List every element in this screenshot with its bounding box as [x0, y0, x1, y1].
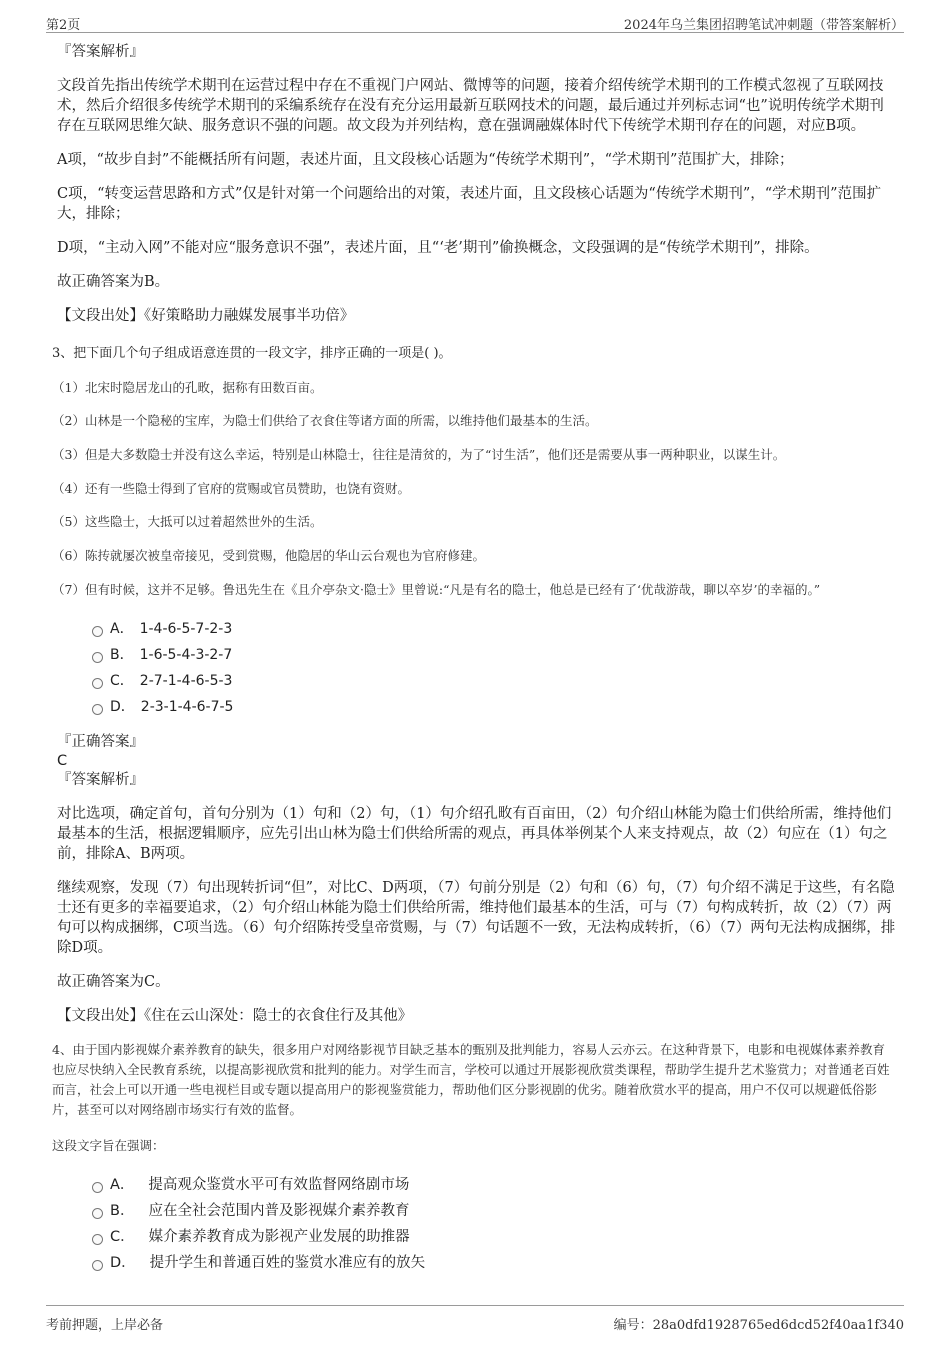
option-letter: B． — [110, 646, 134, 663]
q3-analysis-label: 『答案解析』 — [57, 771, 144, 788]
q3-sentence: （6）陈抟就屡次被皇帝接见，受到赏赐，他隐居的华山云台观也为官府修建。 — [52, 548, 485, 564]
q3-correct-value: C — [57, 752, 68, 769]
q4-option-a[interactable] — [92, 1172, 897, 1198]
option-text: 应在全社会范围内普及影视媒介素养教育 — [148, 1202, 410, 1219]
q4-option-c[interactable] — [92, 1224, 897, 1250]
radio-icon[interactable] — [92, 1182, 103, 1193]
option-text: 媒介素养教育成为影视产业发展的助推器 — [148, 1228, 410, 1245]
page-header — [46, 12, 904, 33]
q3-option-b[interactable] — [92, 642, 897, 668]
radio-icon[interactable] — [92, 704, 103, 715]
option-text: 2-3-1-4-6-7-5 — [140, 698, 234, 715]
question-4 — [52, 1040, 897, 1276]
q3-correct-label: 『正确答案』 — [57, 733, 144, 750]
q4-options — [92, 1172, 897, 1276]
radio-icon[interactable] — [92, 652, 103, 663]
q3-sentence: （2）山林是一个隐秘的宝库，为隐士们供给了衣食住等诸方面的所需，以维持他们最基本的生活。 — [52, 413, 598, 429]
q3-sentence: （4）还有一些隐士得到了官府的赏赐或官员赞助，也饶有资财。 — [52, 480, 410, 496]
q3-sentence: （7）但有时候，这并不足够。鲁迅先生在《且介亭杂文·隐士》里曾说:“凡是有名的隐士，他总是已经有了‘优哉游哉，聊以卒岁’的幸福的。” — [52, 581, 821, 597]
option-letter: C． — [110, 672, 134, 689]
q3-sentence: （1）北宋时隐居龙山的孔畋，据称有田数百亩。 — [52, 379, 323, 395]
document-title: 2024年乌兰集团招聘笔试冲刺题（带答案解析） — [623, 18, 904, 33]
q4-option-b[interactable] — [92, 1198, 897, 1224]
q4-stem: 这段文字旨在强调： — [52, 1137, 165, 1153]
option-text: 2-7-1-4-6-5-3 — [139, 672, 233, 689]
page-footer — [46, 1305, 904, 1332]
radio-icon[interactable] — [92, 1260, 103, 1271]
option-letter: B． — [110, 1202, 135, 1219]
q3-sentence: （3）但是大多数隐士并没有这么幸运，特别是山林隐士，往往是清贫的，为了“讨生活”，他们还是需要从事一两种职业，以谋生计。 — [52, 447, 786, 463]
option-text: 1-4-6-5-7-2-3 — [139, 620, 233, 637]
radio-icon[interactable] — [92, 626, 103, 637]
option-letter: A． — [110, 620, 134, 637]
option-letter: A． — [110, 1176, 135, 1193]
q3-options — [92, 616, 897, 720]
footer-slogan: 考前押题，上岸必备 — [46, 1318, 164, 1333]
q2-analysis-para: D项，“主动入网”不能对应“服务意识不强”，表述片面，且“‘老’期刊”偷换概念，文段强调的是“传统学术期刊”，排除。 — [57, 240, 819, 256]
q3-analysis-para: 对比选项，确定首句，首句分别为（1）句和（2）句，（1）句介绍孔畋有百亩田，（2）句介绍山林能为隐士们供给所需，维持他们最基本的生活，根据逻辑顺序，应先引出山林为隐士们供给所需的观点，再具体举例某个人来支持观点，故（2）句应在（1）句之前，排除A、B两项。 — [57, 805, 892, 862]
q3-option-d[interactable] — [92, 694, 897, 720]
option-letter: D． — [110, 698, 135, 715]
q2-analysis-para: C项，“转变运营思路和方式”仅是针对第一个问题给出的对策，表述片面，且文段核心话题为“传统学术期刊”，“学术期刊”范围扩大，排除； — [57, 186, 882, 222]
q3-title: 3、把下面几个句子组成语意连贯的一段文字，排序正确的一项是( )。 — [52, 346, 452, 361]
option-letter: C． — [110, 1228, 135, 1245]
q3-option-c[interactable] — [92, 668, 897, 694]
q4-passage: 4、由于国内影视媒介素养教育的缺失，很多用户对网络影视节目缺乏基本的甄别及批判能力，容易人云亦云。在这种背景下，电影和电视媒体素养教育也应尽快纳入全民教育系统，以提高影视欣赏和批判的能力。对学生而言，学校可以通过开展影视欣赏类课程，帮助学生提升艺术鉴赏力；对普通老百姓而言，社会上可以开通一些电视栏目或专题以提高用户的影视鉴赏能力，帮助他们区分影视剧的优劣。随着欣赏水平的提高，用户不仅可以规避低俗影片，甚至可以对网络剧市场实行有效的监督。 — [52, 1041, 890, 1117]
q3-sentence: （5）这些隐士，大抵可以过着超然世外的生活。 — [52, 514, 323, 530]
option-text: 提升学生和普通百姓的鉴赏水准应有的放矢 — [149, 1254, 426, 1271]
option-text: 1-6-5-4-3-2-7 — [139, 646, 233, 663]
radio-icon[interactable] — [92, 1208, 103, 1219]
q2-analysis-para: 文段首先指出传统学术期刊在运营过程中存在不重视门户网站、微博等的问题，接着介绍传统学术期刊的工作模式忽视了互联网技术，然后介绍很多传统学术期刊的采编系统存在没有充分运用最新互联网技术的问题，最后通过并列标志词“也”说明传统学术期刊存在互联网思维欠缺、服务意识不强的问题。故文段为并列结构，意在强调融媒体时代下传统学术期刊存在的问题，对应B项。 — [57, 78, 884, 134]
q3-analysis-para: 继续观察，发现（7）句出现转折词“但”，对比C、D两项，（7）句前分别是（2）句和（6）句，（7）句介绍不满足于这些，有名隐士还有更多的幸福要追求，（2）句介绍山林能为隐士们供给所需，维持他们最基本的生活，可与（7）句构成转折，故（2）（7）两句可以构成捆绑，C项当选。（6）句介绍陈抟受皇帝赏赐，与（7）句话题不一致，无法构成转折，（6）（7）两句无法构成捆绑，排除D项。 — [57, 879, 896, 956]
q3-option-a[interactable] — [92, 616, 897, 642]
radio-icon[interactable] — [92, 1234, 103, 1245]
q2-analysis-para: A项，“故步自封”不能概括所有问题，表述片面，且文段核心话题为“传统学术期刊”，“学术期刊”范围扩大，排除； — [57, 152, 794, 168]
q2-conclusion: 故正确答案为B。 — [57, 274, 170, 290]
option-text: 提高观众鉴赏水平可有效监督网络剧市场 — [148, 1176, 410, 1193]
page-number: 第2页 — [46, 18, 81, 33]
q2-analysis-label: 『答案解析』 — [57, 44, 144, 60]
q3-source: 【文段出处】《住在云山深处：隐士的衣食住行及其他》 — [57, 1007, 413, 1024]
q3-conclusion: 故正确答案为C。 — [57, 973, 170, 990]
document-code: 编号：28a0dfd1928765ed6dcd52f40aa1f340 — [613, 1318, 904, 1333]
q4-option-d[interactable] — [92, 1250, 897, 1276]
q2-source: 【文段出处】《好策略助力融媒发展事半功倍》 — [57, 308, 355, 324]
option-letter: D． — [110, 1254, 136, 1271]
question-3 — [52, 344, 897, 720]
page-content — [52, 42, 897, 1276]
radio-icon[interactable] — [92, 678, 103, 689]
